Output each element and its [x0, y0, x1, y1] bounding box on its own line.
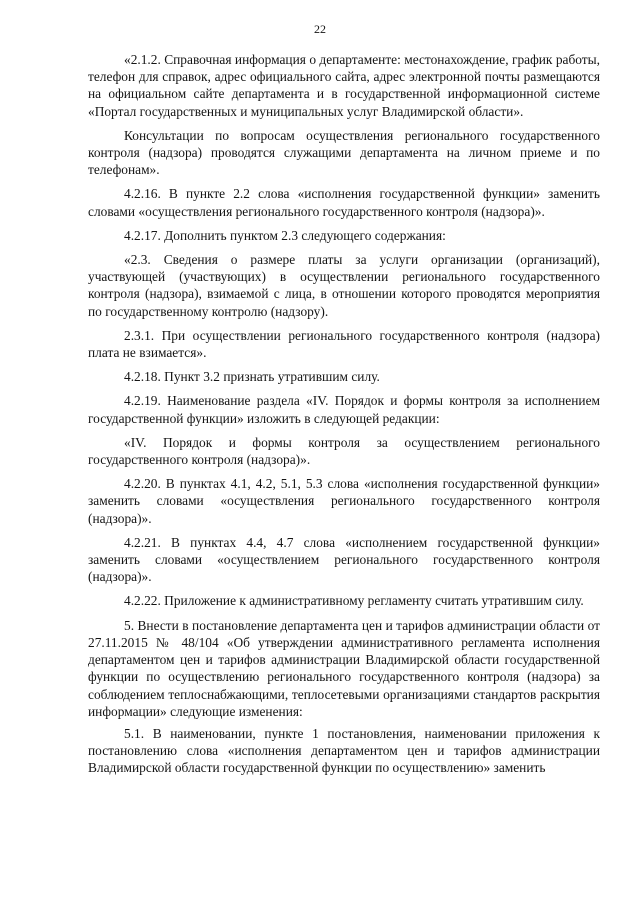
paragraph-4-2-19: 4.2.19. Наименование раздела «IV. Порядок и формы контроля за исполнением государственной функции» изложить в следующей редакции:	[88, 393, 600, 426]
page-number: 22	[314, 22, 326, 36]
paragraph-4-2-21: 4.2.21. В пунктах 4.4, 4.7 слова «исполнением государственной функции» заменить словами «осуществлением регионального государственного контроля (надзора)».	[88, 534, 600, 585]
paragraph-4-2-20: 4.2.20. В пунктах 4.1, 4.2, 5.1, 5.3 слова «исполнения государственной функции» заменить словами «осуществления регионального государственного контроля (надзора)».	[88, 476, 600, 526]
paragraph-5-1: 5.1. В наименовании, пункте 1 постановления, наименовании приложения к постановлению слова «исполнения департаментом цен и тарифов администрации Владимирской области государственной функции по осуществлению» заменить	[88, 725, 600, 776]
paragraph-4-2-17: 4.2.17. Дополнить пунктом 2.3 следующего содержания:	[124, 227, 446, 243]
paragraph-section-iv: «IV. Порядок и формы контроля за осуществлением регионального государственного контроля (надзора)».	[88, 434, 600, 468]
paragraph-2-3-1: 2.3.1. При осуществлении регионального государственного контроля (надзора) плата не взимается».	[88, 327, 600, 361]
paragraph-4-2-22: 4.2.22. Приложение к административному регламенту считать утратившим силу.	[124, 593, 584, 609]
paragraph-4-2-16: 4.2.16. В пункте 2.2 слова «исполнения государственной функции» заменить словами «осуществления регионального государственного контроля (надзора)».	[88, 186, 600, 219]
paragraph-4-2-18: 4.2.18. Пункт 3.2 признать утратившим силу.	[124, 369, 380, 385]
paragraph-2-3: «2.3. Сведения о размере платы за услуги организации (организаций), участвующей (участвующих) в осуществлении регионального государственного контроля (надзора), взимаемой с лица, в отношении которого проводятся мероприятия по государственному контролю (надзору).	[88, 252, 600, 319]
paragraph-2-1-2: «2.1.2. Справочная информация о департаменте: местонахождение, график работы, телефон для справок, адрес официального сайта, адрес электронной почты размещаются на официальном сайте департамента и в государственной информационной системе «Портал государственных и муниципальных услуг Владимирской области».	[88, 52, 600, 119]
document-body	[88, 51, 600, 784]
paragraph-5: 5. Внести в постановление департамента цен и тарифов администрации области от 27.11.2015 № 48/104 «Об утверждении административного регламента исполнения департаментом цен и тарифов администрации Владимирской области государственной функции по осуществлению регионального государственного контроля (надзора) за соблюдением теплоснабжающими, теплосетевыми организациями стандартов раскрытия информации» следующие изменения:	[88, 617, 600, 719]
paragraph-consultations: Консультации по вопросам осуществления регионального государственного контроля (надзора) проводятся служащими департамента на личном приеме и по телефонам».	[88, 127, 600, 178]
